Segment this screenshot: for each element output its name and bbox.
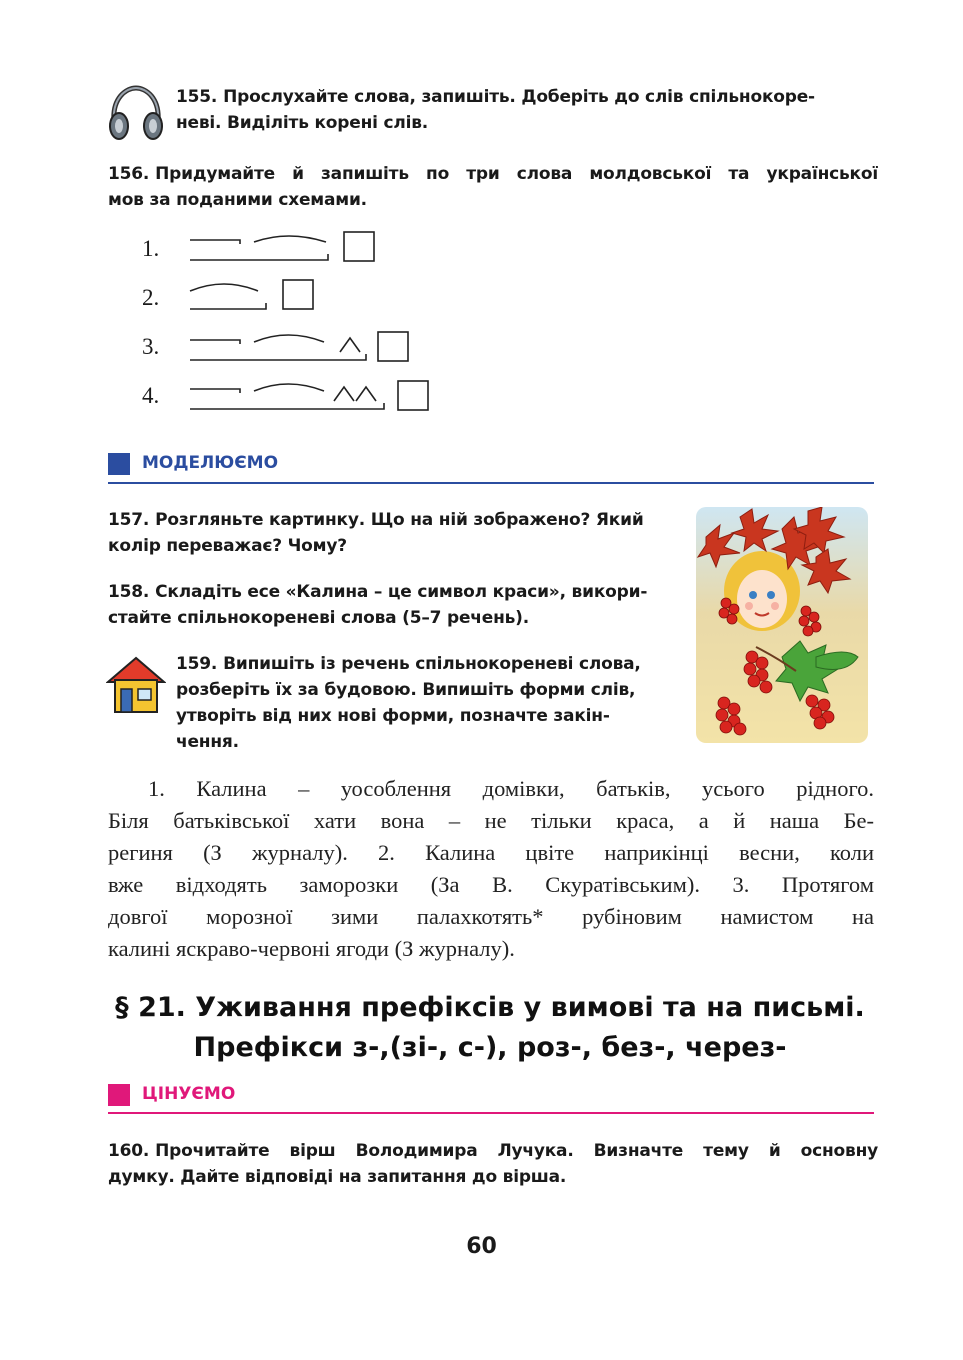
word-scheme-2 (188, 277, 328, 317)
exercise-number: 157. (108, 510, 150, 530)
exercise-number: 155. (176, 87, 218, 107)
section-rule-valuing (108, 1112, 874, 1114)
paragraph-title-line: § 21. Уживання префіксів у вимові та на письмі. (115, 992, 865, 1023)
reading-line: довгої морозної зими палахкотять* рубіновим намистом на (108, 904, 874, 929)
scheme-number: 3. (142, 334, 160, 359)
exercise-155 (176, 84, 876, 136)
exercise-number: 156. (108, 164, 150, 184)
word-scheme-1 (188, 228, 388, 268)
exercise-156 (108, 161, 878, 213)
exercise-text: Складіть есе «Калина – це символ краси», викори- (155, 582, 648, 602)
section-title-valuing: ЦІНУЄМО (142, 1084, 236, 1104)
reading-line: вже відходять заморозки (За В. Скуратівським). 3. Протягом (108, 872, 874, 897)
paragraph-title-line: Префікси з-,(зі-, с-), роз-, без-, через- (193, 1032, 787, 1063)
exercise-text: стайте спільнокореневі слова (5–7 речень). (108, 608, 530, 628)
paragraph-title (80, 988, 900, 1068)
reading-line: Біля батьківської хати вона – не тільки краса, а й наша Бе- (108, 808, 874, 833)
word-scheme-3 (188, 326, 418, 368)
exercise-160 (108, 1138, 878, 1190)
exercise-text: думку. Дайте відповіді на запитання до вірша. (108, 1167, 567, 1187)
headphones-icon (106, 84, 166, 142)
exercise-157 (108, 507, 683, 559)
exercise-159 (176, 651, 680, 755)
reading-line: калині яскраво-червоні ягоди (З журналу). (108, 936, 515, 961)
exercise-text: Випишіть із речень спільнокореневі слова, (223, 654, 641, 674)
section-title-modeling: МОДЕЛЮЄМО (142, 453, 279, 473)
section-marker-valuing (108, 1084, 130, 1106)
exercise-text: неві. Виділіть корені слів. (176, 113, 429, 133)
scheme-number: 1. (142, 236, 160, 261)
scheme-number: 2. (142, 285, 160, 310)
exercise-text: Прочитайте вірш Володимира Лучука. Визначте тему й основну (155, 1141, 878, 1161)
exercise-text: колір переважає? Чому? (108, 536, 347, 556)
exercise-text: Придумайте й запишіть по три слова молдовської та української (155, 164, 878, 184)
exercise-text: Розгляньте картинку. Що на ній зображено? Який (155, 510, 644, 530)
exercise-number: 159. (176, 654, 218, 674)
word-scheme-4 (188, 375, 438, 417)
exercise-number: 158. (108, 582, 150, 602)
house-icon (106, 656, 166, 714)
exercise-text: чення. (176, 732, 239, 752)
scheme-number: 4. (142, 383, 160, 408)
exercise-text: мов за поданими схемами. (108, 190, 367, 210)
viburnum-girl-illustration (696, 507, 868, 743)
section-marker-modeling (108, 453, 130, 475)
reading-text (108, 773, 874, 965)
exercise-number: 160. (108, 1141, 150, 1161)
exercise-text: Прослухайте слова, запишіть. Доберіть до слів спільнокоре- (223, 87, 815, 107)
page-number: 60 (466, 1234, 497, 1259)
section-rule-modeling (108, 482, 874, 484)
reading-line: 1. Калина – уособлення домівки, батьків, усього рідного. (148, 776, 874, 801)
exercise-text: розберіть їх за будовою. Випишіть форми слів, (176, 680, 636, 700)
reading-line: региня (З журналу). 2. Калина цвіте наприкінці весни, коли (108, 840, 874, 865)
exercise-text: утворіть від них нові форми, позначте закін- (176, 706, 610, 726)
exercise-158 (108, 579, 683, 631)
